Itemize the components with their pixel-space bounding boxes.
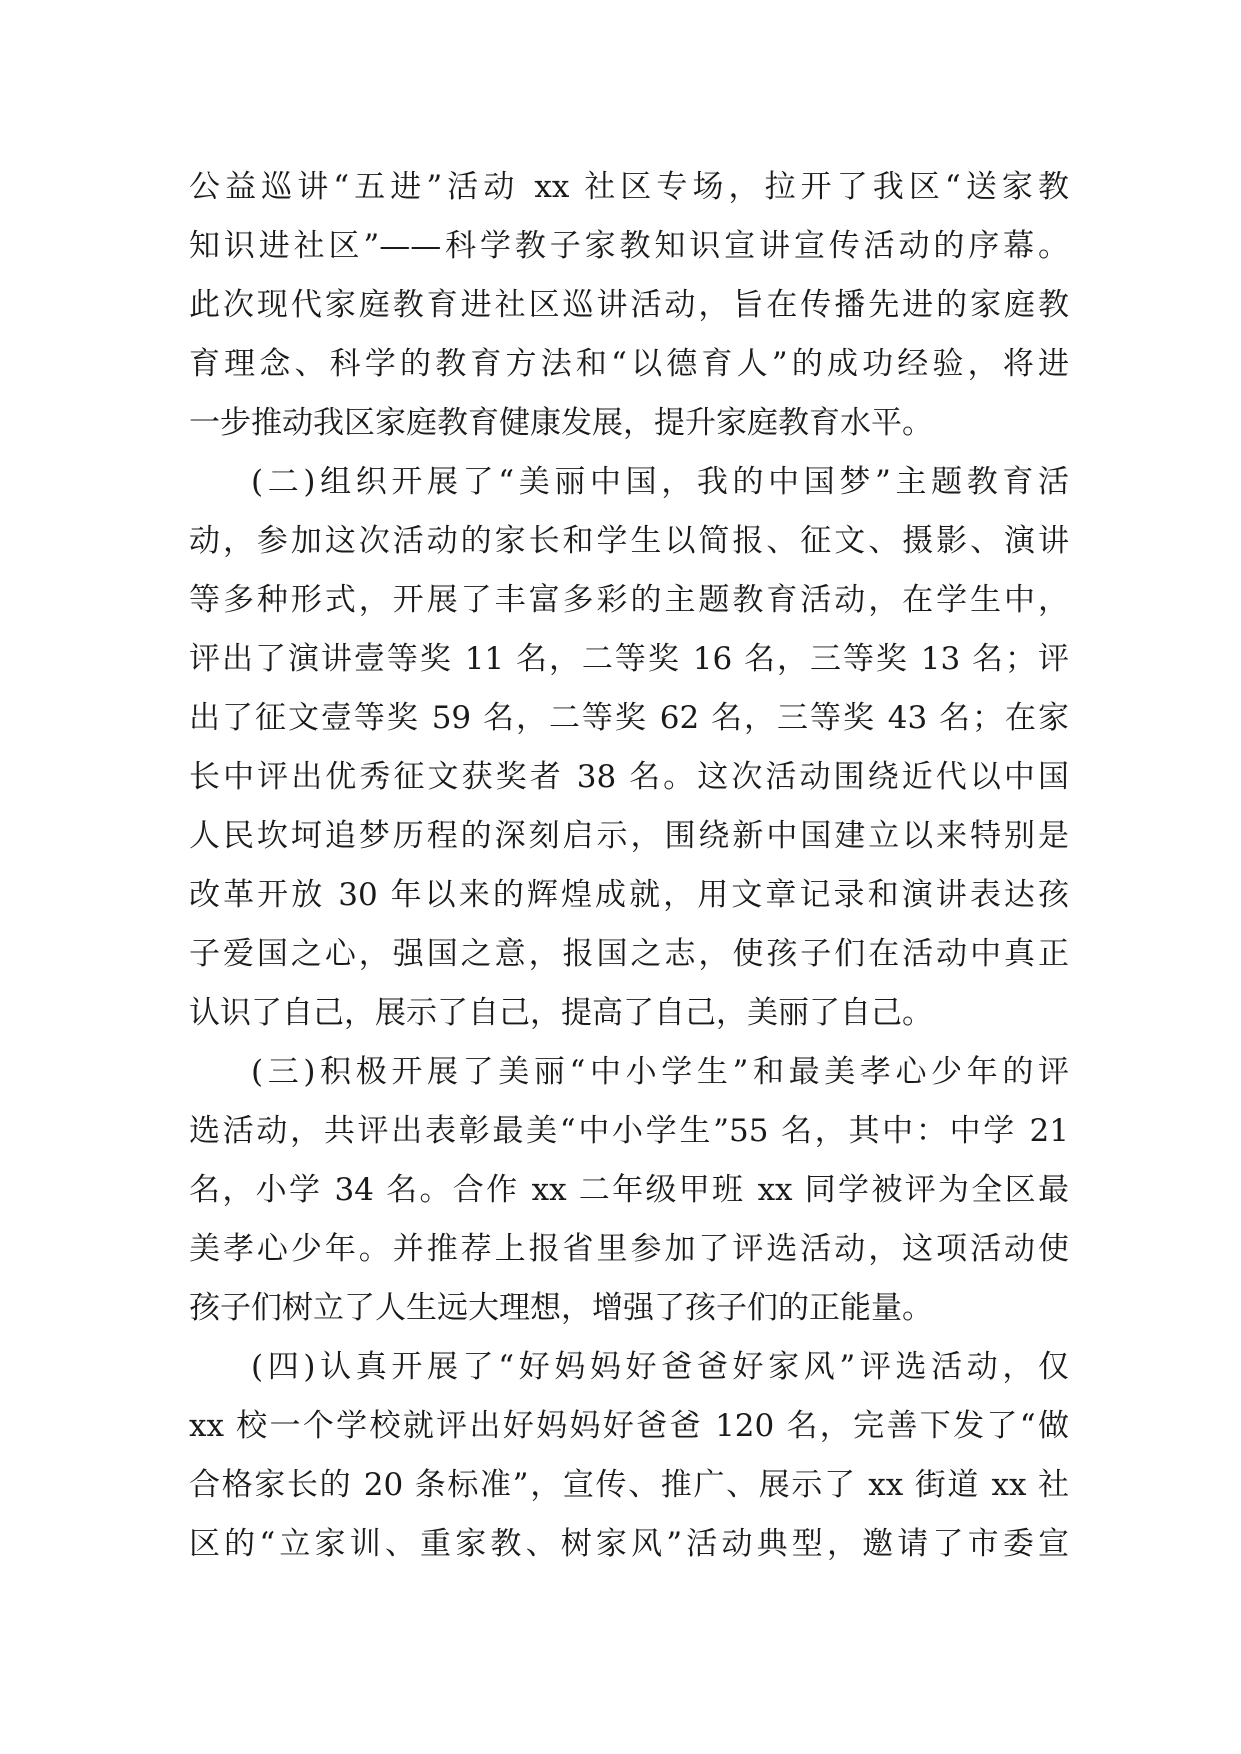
text-line: [189, 807, 1069, 866]
text-line: [189, 1338, 1069, 1397]
text-line-content: 长中评出优秀征文获奖者 38 名。这次活动围绕近代以中国: [189, 759, 1069, 795]
text-line: [189, 1515, 1069, 1574]
text-line-content: 区的“立家训、重家教、树家风”活动典型，邀请了市委宣: [189, 1526, 1069, 1562]
text-line-content: 公益巡讲“五进”活动 xx 社区专场，拉开了我区“送家教: [189, 169, 1069, 205]
text-line: [189, 276, 1069, 335]
text-line-content: 人民坎坷追梦历程的深刻启示，围绕新中国建立以来特别是: [189, 818, 1069, 854]
text-line: [189, 1279, 1069, 1338]
text-line-content: 改革开放 30 年以来的辉煌成就，用文章记录和演讲表达孩: [189, 877, 1069, 913]
text-line: [189, 1043, 1069, 1102]
text-line: [189, 866, 1069, 925]
text-line-content: 一步推动我区家庭教育健康发展，提升家庭教育水平。: [189, 405, 933, 441]
text-line-content: 孩子们树立了人生远大理想，增强了孩子们的正能量。: [189, 1290, 933, 1326]
text-line-content: 动，参加这次活动的家长和学生以简报、征文、摄影、演讲: [189, 523, 1069, 559]
text-line-content: 认识了自己，展示了自己，提高了自己，美丽了自己。: [189, 995, 933, 1031]
text-line: [189, 217, 1069, 276]
text-line: [189, 335, 1069, 394]
text-line-content: 名，小学 34 名。合作 xx 二年级甲班 xx 同学被评为全区最: [189, 1172, 1069, 1208]
text-line-content: 子爱国之心，强国之意，报国之志，使孩子们在活动中真正: [189, 936, 1069, 972]
text-line-content: 育理念、科学的教育方法和“以德育人”的成功经验，将进: [189, 346, 1069, 382]
text-line-content: 此次现代家庭教育进社区巡讲活动，旨在传播先进的家庭教: [189, 287, 1069, 323]
text-line: [189, 925, 1069, 984]
text-line-content: 选活动，共评出表彰最美“中小学生”55 名，其中：中学 21: [189, 1113, 1069, 1149]
body-text: [189, 158, 1069, 1574]
text-line: [189, 512, 1069, 571]
text-line: [189, 1102, 1069, 1161]
text-line-content: 评出了演讲壹等奖 11 名，二等奖 16 名，三等奖 13 名；评: [189, 641, 1069, 677]
text-line-content: 出了征文壹等奖 59 名，二等奖 62 名，三等奖 43 名；在家: [189, 700, 1069, 736]
text-line-content: xx 校一个学校就评出好妈妈好爸爸 120 名，完善下发了“做: [189, 1408, 1069, 1444]
text-line: [189, 158, 1069, 217]
text-line: [189, 1220, 1069, 1279]
text-line-content: (二)组织开展了“美丽中国，我的中国梦”主题教育活: [251, 464, 1069, 500]
text-line-content: (四)认真开展了“好妈妈好爸爸好家风”评选活动，仅: [251, 1349, 1069, 1385]
text-line-content: 美孝心少年。并推荐上报省里参加了评选活动，这项活动使: [189, 1231, 1069, 1267]
text-line: [189, 689, 1069, 748]
text-line: [189, 984, 1069, 1043]
text-line: [189, 1397, 1069, 1456]
text-line: [189, 571, 1069, 630]
text-line-content: 合格家长的 20 条标准”，宣传、推广、展示了 xx 街道 xx 社: [189, 1467, 1069, 1503]
text-line: [189, 748, 1069, 807]
text-line-content: 知识进社区”——科学教子家教知识宣讲宣传活动的序幕。: [189, 228, 1069, 264]
text-line: [189, 1456, 1069, 1515]
text-line: [189, 1161, 1069, 1220]
text-line: [189, 394, 1069, 453]
text-line-content: (三)积极开展了美丽“中小学生”和最美孝心少年的评: [251, 1054, 1069, 1090]
text-line-content: 等多种形式，开展了丰富多彩的主题教育活动，在学生中，: [189, 582, 1069, 618]
text-line: [189, 453, 1069, 512]
text-line: [189, 630, 1069, 689]
